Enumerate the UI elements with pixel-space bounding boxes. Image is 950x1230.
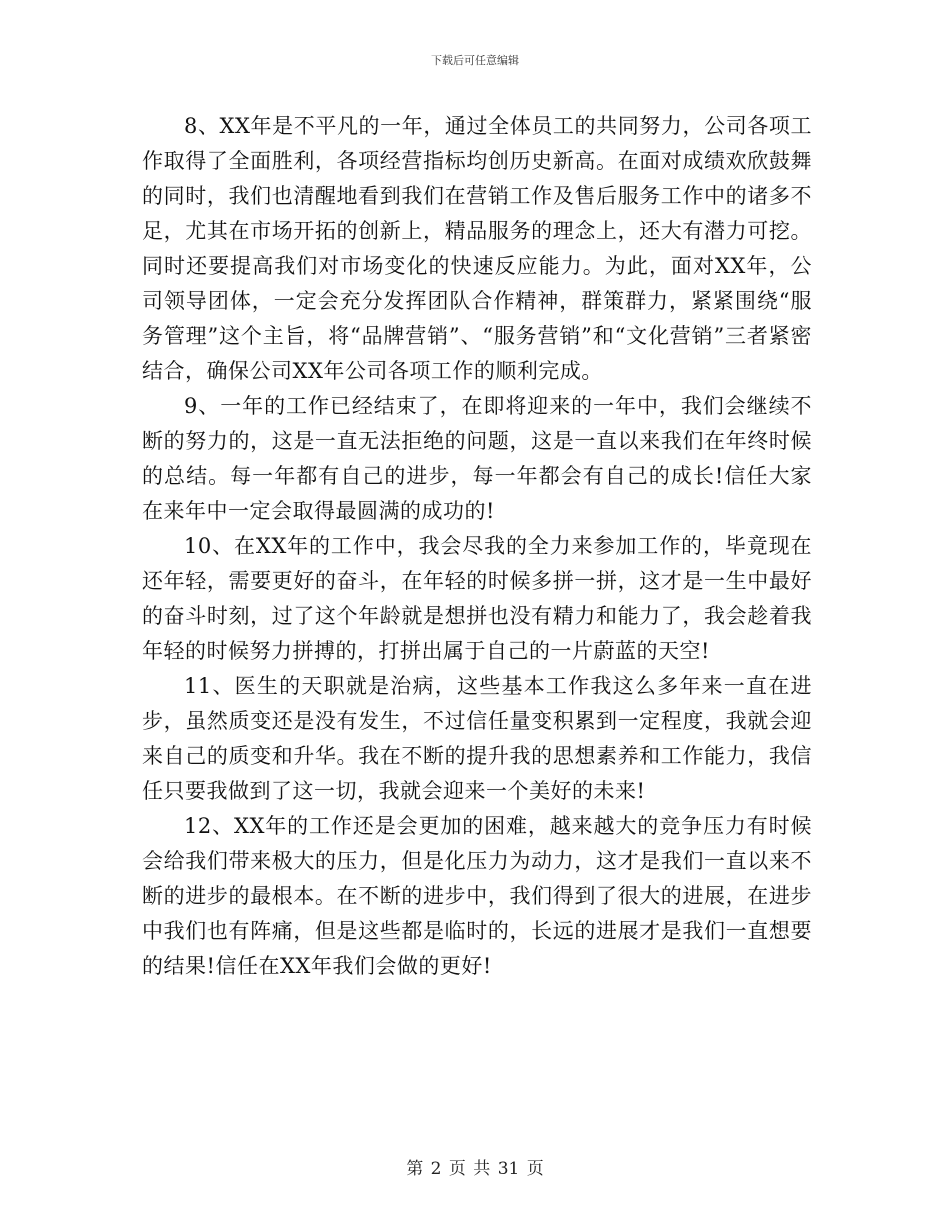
page-number-footer: 第 2 页 共 31 页	[406, 1159, 544, 1179]
paragraph-8: 8、XX年是不平凡的一年，通过全体员工的共同努力，公司各项工作取得了全面胜利，各项经营指标均创历史新高。在面对成绩欢欣鼓舞的同时，我们也清醒地看到我们在营销工作及售后服务工作中的诸多不足，尤其在市场开拓的创新上，精品服务的理念上，还大有潜力可挖。同时还要提高我们对市场变化的快速反应能力。为此，面对XX年，公司领导团体，一定会充分发挥团队合作精神，群策群力，紧紧围绕“服务管理”这个主旨，将“品牌营销”、“服务营销”和“文化营销”三者紧密结合，确保公司XX年公司各项工作的顺利完成。	[142, 114, 812, 383]
paragraph-11: 11、医生的天职就是治病，这些基本工作我这么多年来一直在进步，虽然质变还是没有发生，不过信任量变积累到一定程度，我就会迎来自己的质变和升华。我在不断的提升我的思想素养和工作能力，我信任只要我做到了这一切，我就会迎来一个美好的未来!	[142, 674, 812, 803]
page-header: 下载后可任意编辑	[431, 54, 519, 67]
paragraph-12: 12、XX年的工作还是会更加的困难，越来越大的竞争压力有时候会给我们带来极大的压力，但是化压力为动力，这才是我们一直以来不断的进步的最根本。在不断的进步中，我们得到了很大的进展，在进步中我们也有阵痛，但是这些都是临时的，长远的进展才是我们一直想要的结果!信任在XX年我们会做的更好!	[142, 814, 812, 978]
paragraph-10: 10、在XX年的工作中，我会尽我的全力来参加工作的，毕竟现在还年轻，需要更好的奋斗，在年轻的时候多拼一拼，这才是一生中最好的奋斗时刻，过了这个年龄就是想拼也没有精力和能力了，我会趁着我年轻的时候努力拼搏的，打拼出属于自己的一片蔚蓝的天空!	[142, 534, 812, 663]
document-body	[142, 109, 812, 984]
paragraph-9: 9、一年的工作已经结束了，在即将迎来的一年中，我们会继续不断的努力的，这是一直无法拒绝的问题，这是一直以来我们在年终时候的总结。每一年都有自己的进步，每一年都会有自己的成长!信任大家在来年中一定会取得最圆满的成功的!	[142, 394, 812, 523]
